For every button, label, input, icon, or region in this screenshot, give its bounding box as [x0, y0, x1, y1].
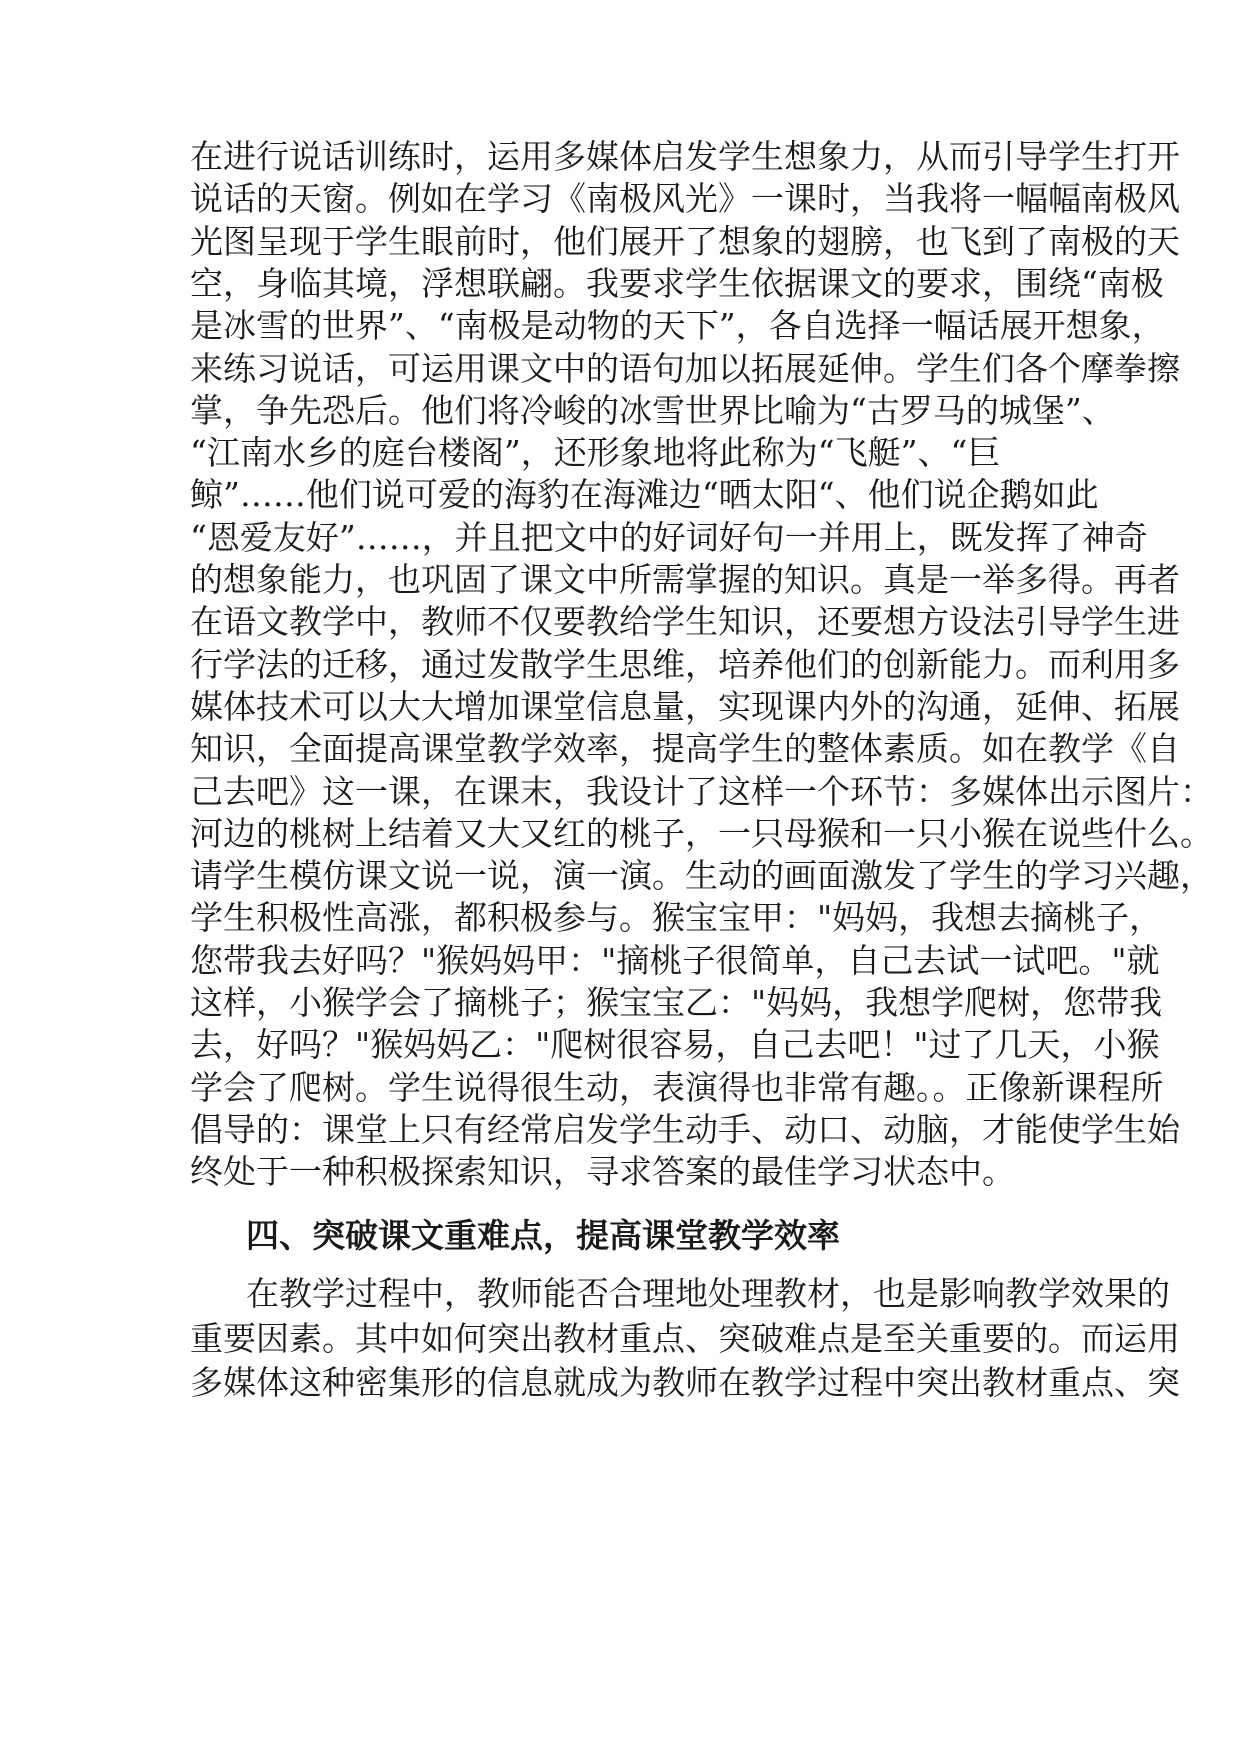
text-line: 在教学过程中，教师能否合理地处理教材，也是影响教学效果的	[246, 1274, 1170, 1313]
text-line: 知识，全面提高课堂教学效率，提高学生的整体素质。如在教学《自	[190, 729, 1180, 769]
text-line: 掌，争先恐后。他们将冷峻的冰雪世界比喻为“古罗马的城堡”、	[190, 390, 1115, 430]
text-line: 这样，小猴学会了摘桃子；猴宝宝乙："妈妈，我想学爬树，您带我	[190, 983, 1163, 1022]
text-line: 去，好吗？"猴妈妈乙："爬树很容易，自己去吧！"过了几天，小猴	[190, 1025, 1160, 1065]
text-line: 媒体技术可以大大增加课堂信息量，实现课内外的沟通，延伸、拓展	[190, 686, 1180, 726]
text-line: 鲸”……他们说可爱的海豹在海滩边“晒太阳“、他们说企鹅如此	[190, 475, 1099, 515]
text-line: 是冰雪的世界”、“南极是动物的天下”，各自选择一幅话展开想象，	[190, 306, 1165, 346]
text-line: 请学生模仿课文说一说，演一演。生动的画面激发了学生的学习兴趣，	[190, 856, 1213, 896]
text-line: 行学法的迁移，通过发散学生思维，培养他们的创新能力。而利用多	[190, 644, 1180, 684]
text-line: 己去吧》这一课，在课末，我设计了这样一个环节：多媒体出示图片：	[190, 771, 1213, 811]
text-line: 的想象能力，也巩固了课文中所需掌握的知识。真是一举多得。再者	[190, 560, 1180, 599]
section-heading: 四、突破课文重难点，提高课堂教学效率	[246, 1216, 840, 1255]
text-line: “恩爱友好”……，并且把文中的好词好句一并用上，既发挥了神奇	[190, 517, 1148, 557]
text-line: 在语文教学中，教师不仅要教给学生知识，还要想方设法引导学生进	[190, 602, 1180, 642]
text-line: 说话的天窗。例如在学习《南极风光》一课时，当我将一幅幅南极风	[190, 179, 1180, 219]
text-line: 学生积极性高涨，都积极参与。猴宝宝甲："妈妈，我想去摘桃子，	[190, 898, 1163, 938]
text-line: 光图呈现于学生眼前时，他们展开了想象的翅膀，也飞到了南极的天	[190, 221, 1180, 261]
text-line: 学会了爬树。学生说得很生动，表演得也非常有趣。。正像新课程所	[190, 1067, 1164, 1107]
text-line: 重要因素。其中如何突出教材重点、突破难点是至关重要的。而运用	[190, 1318, 1180, 1358]
text-line: 在进行说话训练时，运用多媒体启发学生想象力，从而引导学生打开	[190, 137, 1180, 176]
text-line: 您带我去好吗？"猴妈妈甲："摘桃子很简单，自己去试一试吧。"就	[190, 940, 1160, 980]
text-line: 多媒体这种密集形的信息就成为教师在教学过程中突出教材重点、突	[190, 1363, 1180, 1402]
text-line: “江南水乡的庭台楼阁”，还形象地将此称为“飞艇”、“巨	[190, 433, 1001, 473]
text-line: 空，身临其境，浮想联翩。我要求学生依据课文的要求，围绕“南极	[190, 263, 1164, 303]
text-line: 河边的桃树上结着又大又红的桃子，一只母猴和一只小猴在说些什么。	[190, 813, 1213, 853]
text-line: 倡导的：课堂上只有经常启发学生动手、动口、动脑，才能使学生始	[190, 1109, 1180, 1149]
text-line: 来练习说话，可运用课文中的语句加以拓展延伸。学生们各个摩拳擦	[190, 348, 1180, 388]
text-line: 终处于一种积极探索知识，寻求答案的最佳学习状态中。	[190, 1152, 1015, 1192]
